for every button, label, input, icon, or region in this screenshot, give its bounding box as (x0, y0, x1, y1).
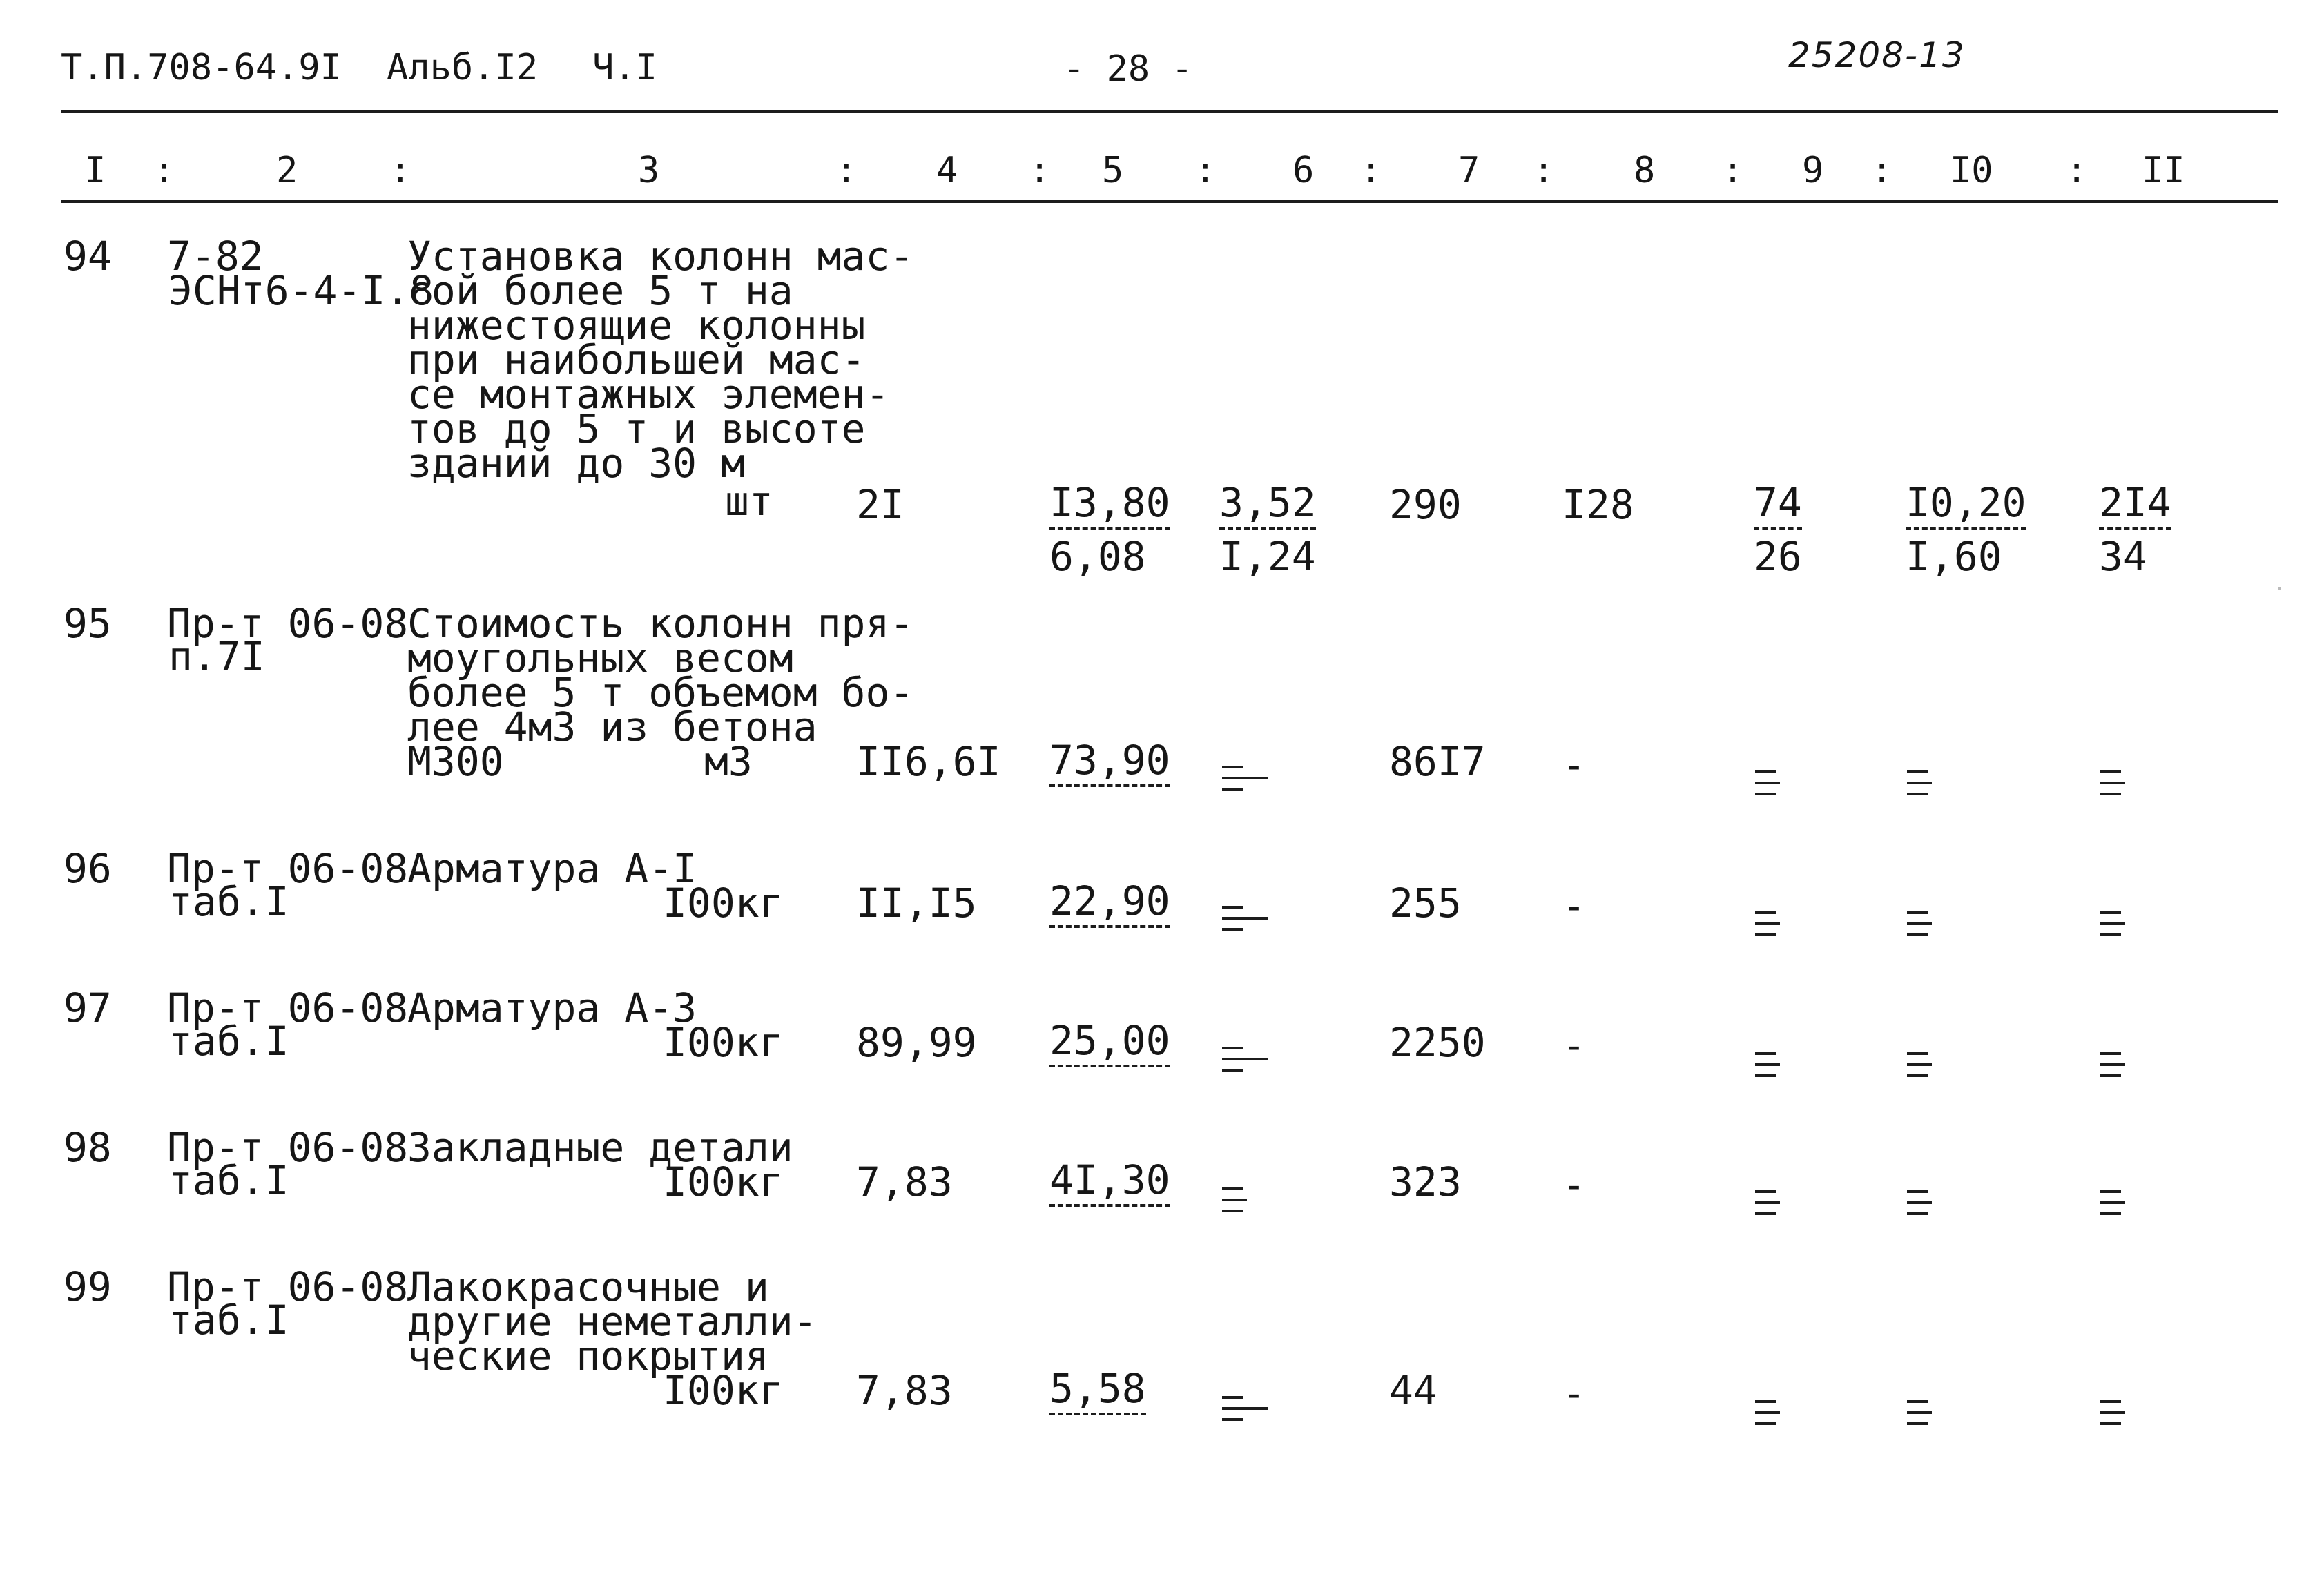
work-description-line: сой более 5 т на (407, 267, 793, 314)
col11-fraction (2099, 480, 2171, 579)
col-separator: : (1871, 150, 1893, 191)
quantity: 89,99 (856, 1019, 977, 1066)
work-description-line: Арматура А-3 (407, 985, 697, 1031)
document-code: Т.П.708-64.9I (61, 47, 342, 88)
machine-cost-wages: I,24 (1219, 533, 1316, 580)
work-description-line: нижестоящие колонны (407, 302, 866, 349)
top-rule (61, 110, 2278, 113)
col-header-10: I0 (1950, 150, 1993, 191)
norm-code: Пр-т 06-08 (167, 1124, 409, 1171)
col-header-2: 2 (276, 150, 298, 191)
row-number: 99 (64, 1263, 112, 1310)
norm-code-detail: п.7I (168, 633, 265, 680)
work-description-line: Закладные детали (407, 1124, 793, 1171)
total-wages: - (1562, 1370, 1586, 1417)
empty-value-mark (2100, 1397, 2156, 1425)
unit-cost-fraction (1049, 1018, 1170, 1067)
col9-value-lower: 26 (1754, 533, 1802, 580)
unit-cost-wages: 6,08 (1049, 533, 1146, 580)
total-cost: 255 (1389, 880, 1462, 927)
empty-value-mark (2100, 1187, 2156, 1215)
col-separator: : (1029, 150, 1051, 191)
empty-value-mark (1222, 1393, 1277, 1421)
unit-cost-total: 25,00 (1049, 1018, 1170, 1067)
empty-value-mark (1222, 1185, 1277, 1212)
col-separator: : (835, 150, 858, 191)
unit-cost-total: 5,58 (1049, 1366, 1146, 1415)
empty-value-mark (1222, 763, 1277, 791)
norm-code: Пр-т 06-08 (167, 600, 409, 647)
handwritten-number: 25208-13 (1788, 35, 1966, 75)
col9-fraction (1754, 480, 1802, 579)
empty-value-mark (1755, 1187, 1810, 1215)
work-description-line: зданий до 30 м (407, 440, 745, 487)
col9-value: 74 (1754, 480, 1802, 530)
norm-code: 7-82 (167, 233, 264, 280)
col-header-7: 7 (1458, 150, 1480, 191)
col10-fraction (1906, 480, 2026, 579)
page-number: - 28 - (1063, 48, 1193, 90)
empty-value-mark (2100, 909, 2156, 936)
empty-value-mark (1755, 1397, 1810, 1425)
col-separator: : (153, 150, 175, 191)
quantity: 7,83 (856, 1158, 953, 1205)
norm-code-detail: таб.I (168, 878, 289, 925)
work-description-line: лее 4м3 из бетона (407, 704, 817, 750)
norm-code: Пр-т 06-08 (167, 985, 409, 1031)
col11-value-lower: 34 (2099, 533, 2147, 580)
empty-value-mark (2100, 1049, 2156, 1077)
unit-cost-total: I3,80 (1049, 480, 1170, 530)
work-description-line: при наибольшей мас- (407, 336, 866, 383)
col-separator: : (1722, 150, 1744, 191)
col11-value: 2I4 (2099, 480, 2171, 530)
total-cost: 86I7 (1389, 738, 1486, 785)
total-cost: 44 (1389, 1367, 1437, 1414)
work-description-line: Лакокрасочные и (407, 1263, 769, 1310)
unit-cost-fraction (1049, 737, 1170, 787)
empty-value-mark (1907, 1397, 1962, 1425)
norm-code: Пр-т 06-08 (167, 845, 409, 892)
unit-cost-fraction (1049, 1366, 1146, 1415)
unit-cost-total: 22,90 (1049, 878, 1170, 928)
col-separator: : (389, 150, 411, 191)
unit: I00кг (663, 880, 784, 927)
work-description-line: Стоимость колонн пря- (407, 600, 914, 647)
unit: I00кг (663, 1158, 784, 1205)
norm-code-detail: таб.I (168, 1297, 289, 1344)
col-separator: : (1194, 150, 1217, 191)
col10-value: I0,20 (1906, 480, 2026, 530)
quantity: 2I (856, 481, 904, 528)
part-number: Ч.I (592, 47, 657, 88)
empty-value-mark (1907, 768, 1962, 795)
empty-value-mark (1907, 1049, 1962, 1077)
work-description-line: М300 (407, 738, 504, 785)
unit-cost-fraction (1049, 1157, 1170, 1207)
total-wages: - (1562, 882, 1586, 929)
total-cost: 323 (1389, 1158, 1462, 1205)
empty-value-mark (1755, 1049, 1810, 1077)
scan-speck (2278, 587, 2281, 590)
machine-cost-fraction (1219, 480, 1316, 579)
norm-code-detail: таб.I (168, 1018, 289, 1065)
empty-value-mark (1755, 909, 1810, 936)
col10-value-lower: I,60 (1906, 533, 2002, 580)
col-header-5: 5 (1102, 150, 1124, 191)
unit: шт (725, 478, 773, 525)
unit: I00кг (663, 1367, 784, 1414)
work-description-line: Арматура А-I (407, 845, 697, 892)
unit-cost-total: 73,90 (1049, 737, 1170, 787)
empty-value-mark (2100, 768, 2156, 795)
col-header-4: 4 (936, 150, 958, 191)
total-wages: - (1562, 1161, 1586, 1208)
work-description-line: се монтажных элемен- (407, 371, 890, 418)
row-number: 97 (64, 985, 112, 1031)
quantity: II,I5 (856, 880, 977, 927)
quantity: II6,6I (856, 738, 1001, 785)
total-cost: 2250 (1389, 1019, 1486, 1066)
album-number: Альб.I2 (387, 47, 539, 88)
empty-value-mark (1907, 1187, 1962, 1215)
unit-cost-total: 4I,30 (1049, 1157, 1170, 1207)
total-wages: - (1562, 1022, 1586, 1069)
col-separator: : (1533, 150, 1555, 191)
unit-cost-fraction (1049, 878, 1170, 928)
row-number: 98 (64, 1124, 112, 1171)
total-cost: 290 (1389, 481, 1462, 528)
norm-code: Пр-т 06-08 (167, 1263, 409, 1310)
norm-code-detail: таб.I (168, 1157, 289, 1204)
work-description-line: моугольных весом (407, 634, 793, 681)
total-wages: - (1562, 741, 1586, 788)
row-number: 96 (64, 845, 112, 892)
col-header-11: II (2142, 150, 2185, 191)
col-separator: : (2066, 150, 2088, 191)
unit: I00кг (663, 1019, 784, 1066)
work-description-line: тов до 5 т и высоте (407, 405, 866, 452)
col-header-8: 8 (1634, 150, 1656, 191)
empty-value-mark (1907, 909, 1962, 936)
unit: м3 (704, 738, 753, 785)
empty-value-mark (1222, 903, 1277, 931)
work-description-line: ческие покрытия (407, 1332, 769, 1379)
col-header-1: I (84, 150, 106, 191)
machine-cost: 3,52 (1219, 480, 1316, 530)
total-wages: I28 (1562, 481, 1634, 528)
row-number: 95 (64, 600, 112, 647)
row-number: 94 (64, 233, 112, 280)
empty-value-mark (1755, 768, 1810, 795)
work-description-line: более 5 т объемом бо- (407, 669, 914, 716)
empty-value-mark (1222, 1044, 1277, 1072)
norm-code-detail: ЭСНт6-4-I.8 (168, 267, 434, 314)
quantity: 7,83 (856, 1367, 953, 1414)
work-description-line: другие неметалли- (407, 1298, 817, 1345)
work-description-line: Установка колонн мас- (407, 233, 914, 280)
col-header-6: 6 (1292, 150, 1315, 191)
header-rule (61, 200, 2278, 203)
col-header-9: 9 (1802, 150, 1824, 191)
unit-cost-fraction (1049, 480, 1170, 579)
col-header-3: 3 (638, 150, 660, 191)
col-separator: : (1360, 150, 1382, 191)
